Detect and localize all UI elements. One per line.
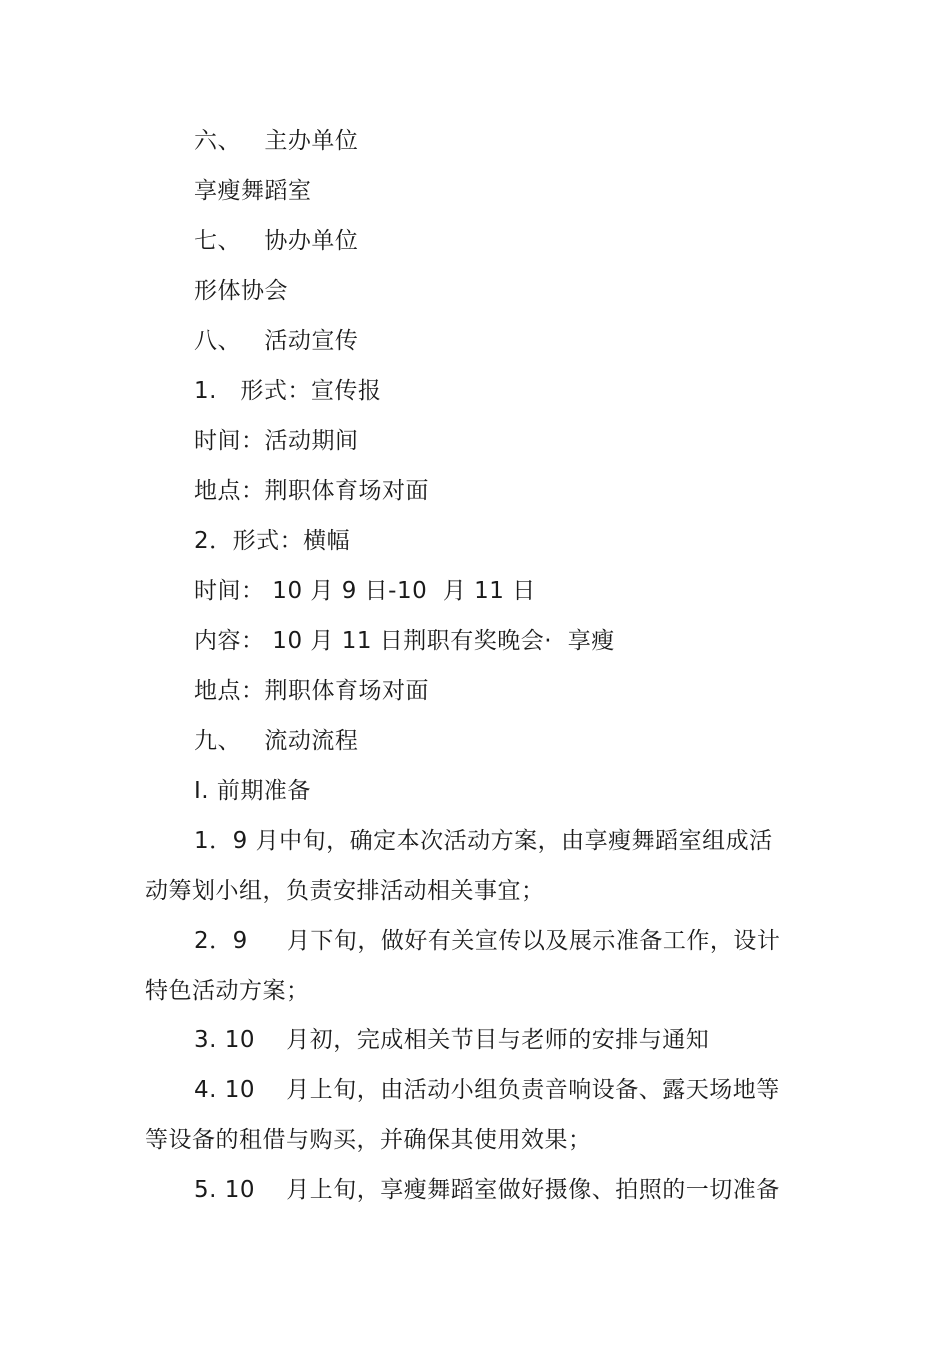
prep-step-1-line-1: 1．9 月中旬，确定本次活动方案，由享瘦舞蹈室组成活 xyxy=(194,828,773,854)
publicity-item-2-form: 2．形式：横幅 xyxy=(194,528,351,554)
publicity-item-2-content: 内容： 10 月 11 日荆职有奖晚会· 享瘦 xyxy=(194,628,615,654)
prep-step-4-line-2: 等设备的租借与购买，并确保其使用效果； xyxy=(145,1127,592,1153)
section-heading-co-organizer: 七、 协办单位 xyxy=(194,228,359,254)
section-heading-organizer: 六、 主办单位 xyxy=(194,128,359,154)
publicity-item-2-time: 时间： 10 月 9 日-10 月 11 日 xyxy=(194,578,536,604)
subheading-preparation: Ⅰ. 前期准备 xyxy=(194,778,311,804)
publicity-item-2-location: 地点：荆职体育场对面 xyxy=(194,678,429,704)
co-organizer-name: 形体协会 xyxy=(194,278,288,304)
prep-step-3: 3. 10 月初，完成相关节目与老师的安排与通知 xyxy=(194,1027,710,1053)
publicity-item-1-location: 地点：荆职体育场对面 xyxy=(194,478,429,504)
section-heading-process: 九、 流动流程 xyxy=(194,728,359,754)
publicity-item-1-time: 时间：活动期间 xyxy=(194,428,359,454)
prep-step-4-line-1: 4. 10 月上旬，由活动小组负责音响设备、露天场地等 xyxy=(194,1077,780,1103)
prep-step-5-line-1: 5. 10 月上旬，享瘦舞蹈室做好摄像、拍照的一切准备 xyxy=(194,1177,780,1203)
section-heading-publicity: 八、 活动宣传 xyxy=(194,328,359,354)
organizer-name: 享瘦舞蹈室 xyxy=(194,178,312,204)
prep-step-1-line-2: 动筹划小组，负责安排活动相关事宜； xyxy=(145,878,545,904)
publicity-item-1-form: 1. 形式：宣传报 xyxy=(194,378,382,404)
prep-step-2-line-2: 特色活动方案； xyxy=(145,978,310,1004)
prep-step-2-line-1: 2．9 月下旬，做好有关宣传以及展示准备工作，设计 xyxy=(194,928,781,954)
